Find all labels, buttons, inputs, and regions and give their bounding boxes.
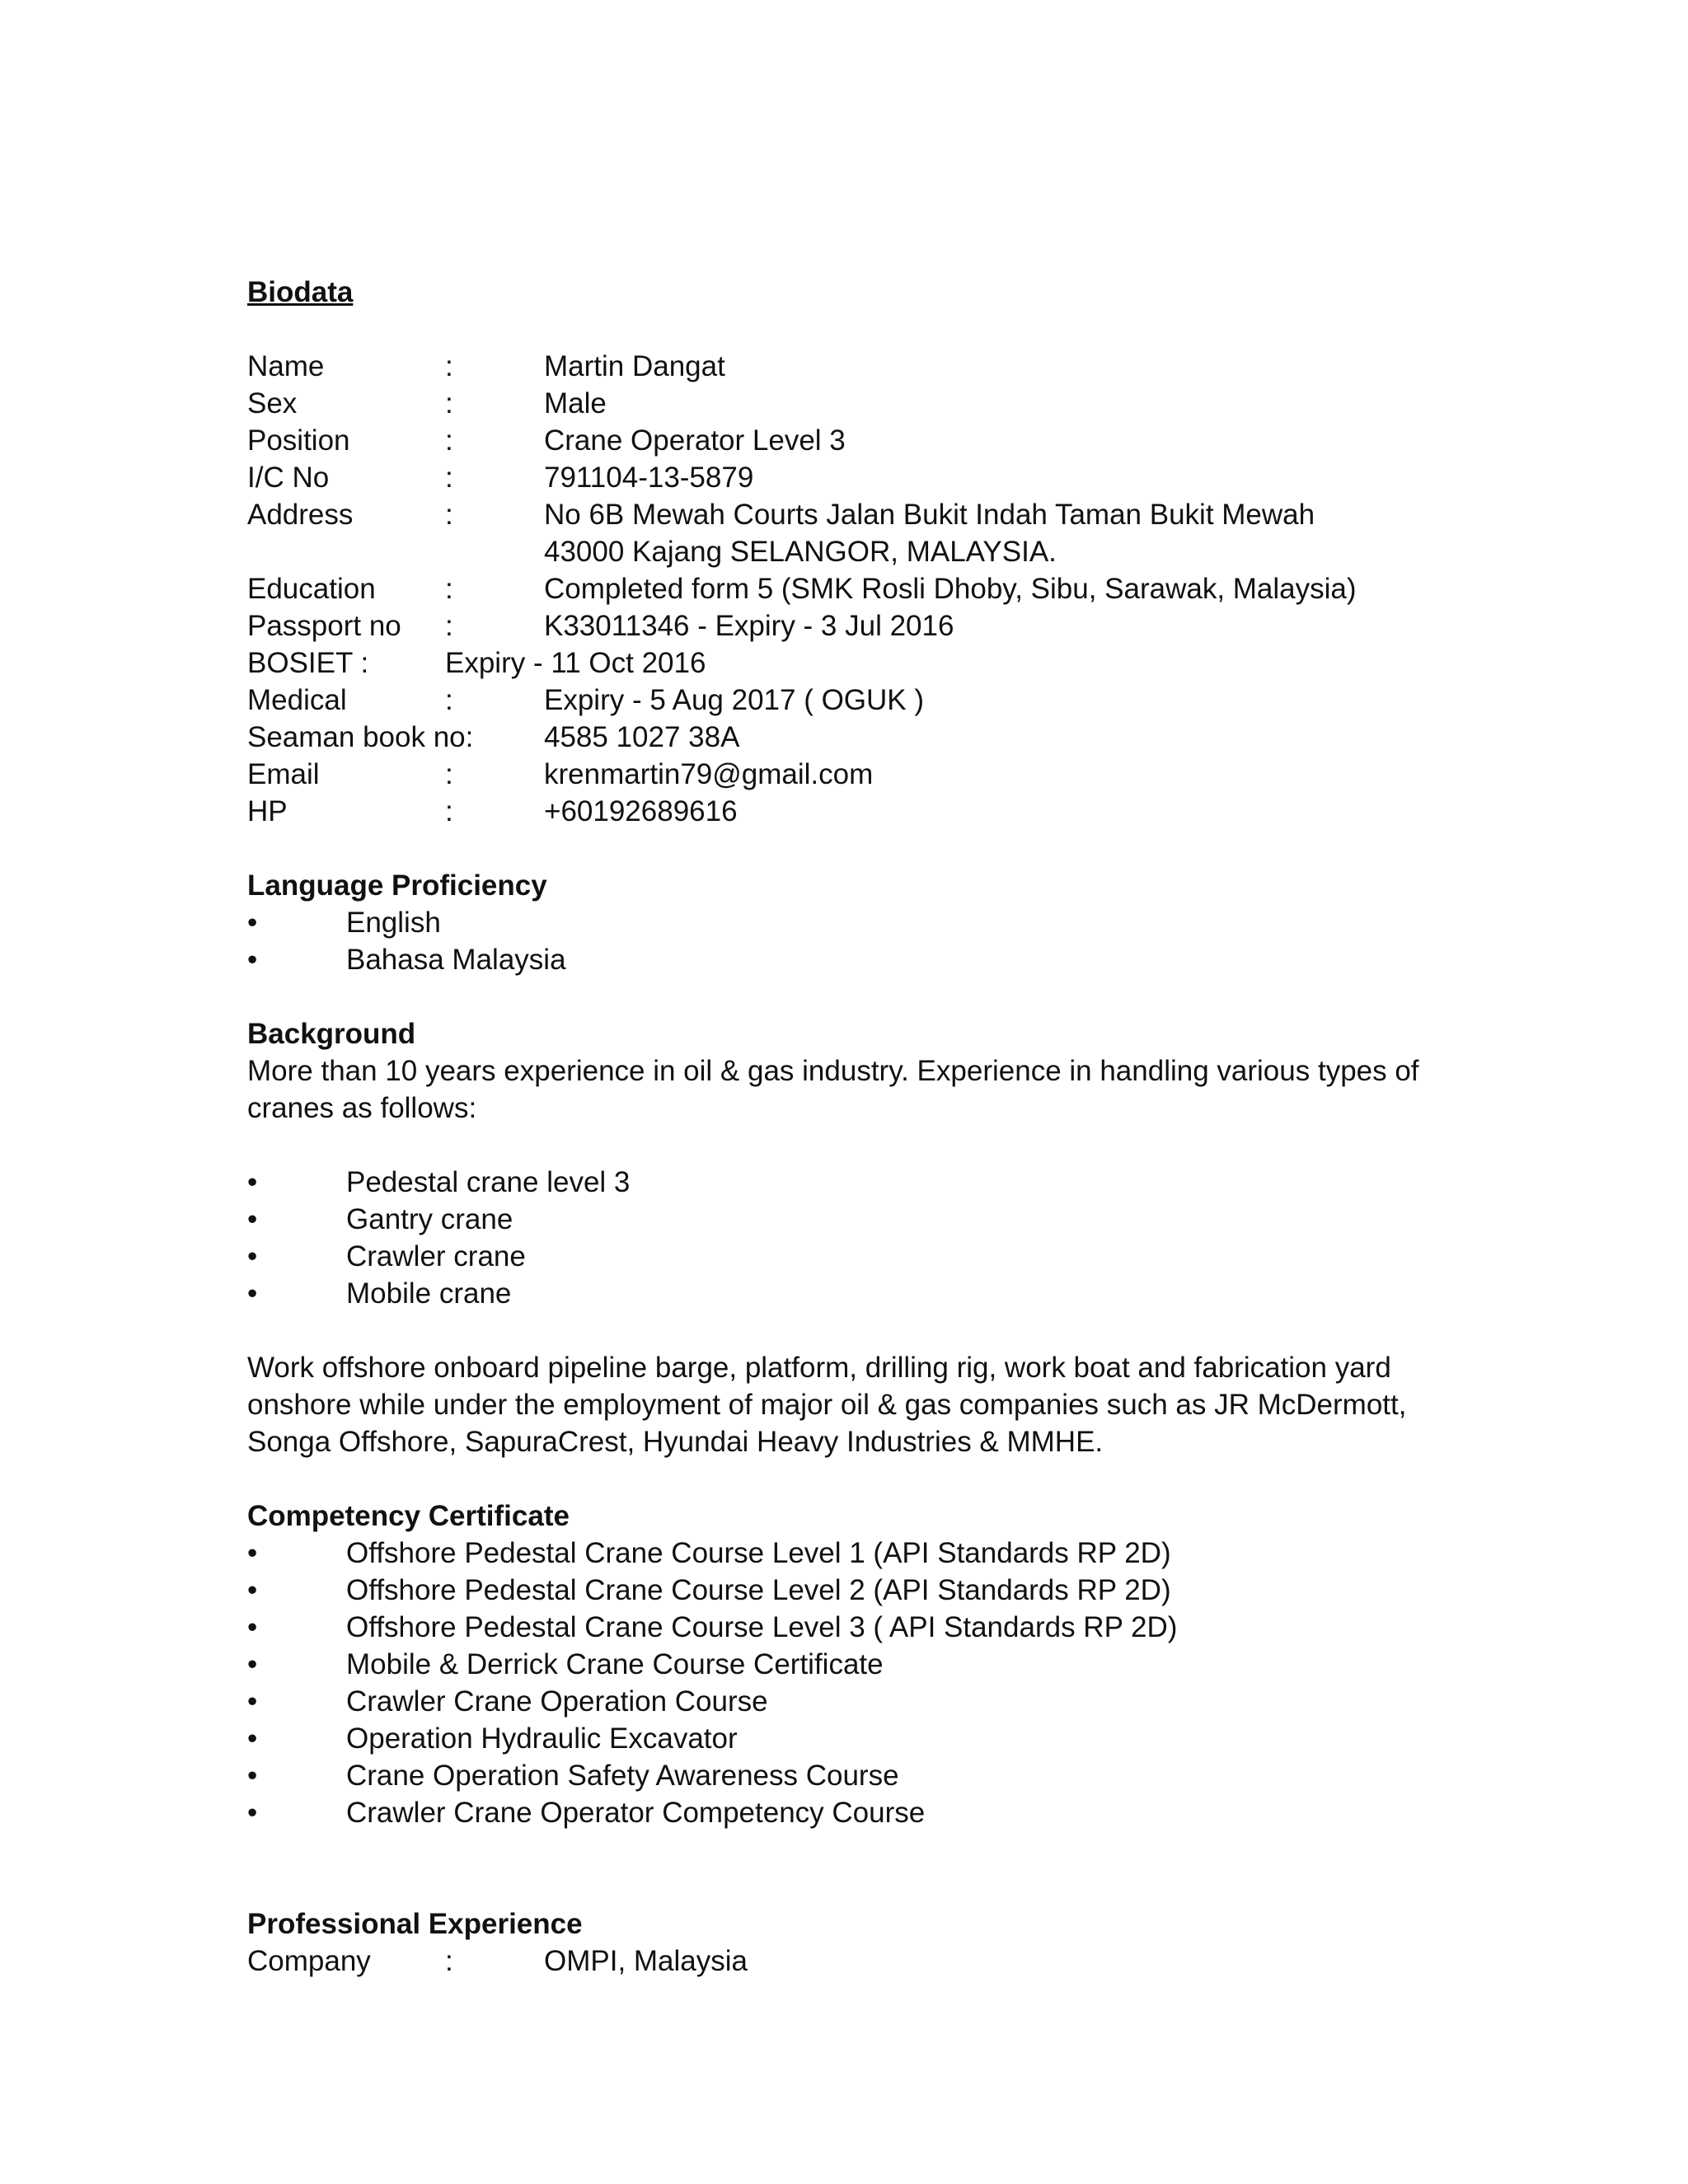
language-list: [247, 904, 1451, 978]
field-separator: :: [445, 499, 453, 531]
biodata-row-hp: [247, 793, 1451, 830]
field-label: HP: [247, 795, 288, 827]
biodata-heading: Biodata: [247, 276, 354, 308]
field-value: 791104-13-5879: [544, 462, 754, 494]
field-label: Sex: [247, 387, 298, 419]
biodata-row-sex: [247, 385, 1451, 422]
list-item-text: Gantry crane: [346, 1203, 513, 1235]
bullet-icon: •: [247, 1648, 258, 1680]
resume-content: [247, 274, 1451, 1980]
bullet-icon: •: [247, 1797, 258, 1829]
background-intro-line: cranes as follows:: [247, 1092, 477, 1124]
biodata-row-address-line2: [247, 533, 1451, 570]
field-separator: :: [445, 610, 453, 642]
list-item-text: Offshore Pedestal Crane Course Level 2 (API Standards RP 2D): [346, 1574, 1171, 1606]
list-item: [247, 1238, 1451, 1275]
bullet-icon: •: [247, 1760, 258, 1792]
field-label: Email: [247, 758, 320, 790]
field-separator: :: [445, 350, 453, 382]
field-label: Seaman book no:: [247, 721, 474, 753]
field-label: Passport no: [247, 610, 401, 642]
field-value: Male: [544, 387, 607, 419]
field-label: Company: [247, 1945, 371, 1977]
field-label: Name: [247, 350, 325, 382]
list-item: [247, 1535, 1451, 1572]
field-value: 43000 Kajang SELANGOR, MALAYSIA.: [544, 536, 1057, 568]
list-item-text: Offshore Pedestal Crane Course Level 3 ( API Standards RP 2D): [346, 1611, 1178, 1643]
field-separator: :: [445, 795, 453, 827]
crane-types-list: [247, 1164, 1451, 1312]
field-value: OMPI, Malaysia: [544, 1945, 748, 1977]
list-item: [247, 1720, 1451, 1757]
list-item-text: Crawler Crane Operator Competency Course: [346, 1797, 926, 1829]
work-paragraph-line: Songa Offshore, SapuraCrest, Hyundai Heavy Industries & MMHE.: [247, 1426, 1104, 1458]
biodata-row-position: [247, 422, 1451, 459]
list-item: [247, 1646, 1451, 1683]
list-item-text: Crawler Crane Operation Course: [346, 1685, 768, 1718]
list-item: [247, 1683, 1451, 1720]
bullet-icon: •: [247, 907, 258, 939]
list-item-text: Pedestal crane level 3: [346, 1166, 631, 1198]
biodata-row-bosiet: [247, 644, 1451, 682]
work-paragraph-line: Work offshore onboard pipeline barge, platform, drilling rig, work boat and fabrication yard: [247, 1352, 1391, 1384]
bullet-icon: •: [247, 1611, 258, 1643]
field-label: BOSIET :: [247, 647, 369, 679]
list-item-text: Crane Operation Safety Awareness Course: [346, 1760, 899, 1792]
list-item: [247, 1164, 1451, 1201]
biodata-row-ic-no: [247, 459, 1451, 496]
field-value: Martin Dangat: [544, 350, 725, 382]
field-value: Crane Operator Level 3: [544, 424, 846, 457]
language-heading: Language Proficiency: [247, 869, 547, 902]
list-item: [247, 1609, 1451, 1646]
field-value: Completed form 5 (SMK Rosli Dhoby, Sibu, Sarawak, Malaysia): [544, 573, 1357, 605]
bullet-icon: •: [247, 1203, 258, 1235]
field-value: 4585 1027 38A: [544, 721, 740, 753]
competency-list: [247, 1535, 1451, 1831]
field-separator: :: [445, 573, 453, 605]
field-label: Education: [247, 573, 376, 605]
experience-heading: Professional Experience: [247, 1908, 583, 1940]
list-item-text: Mobile & Derrick Crane Course Certificate: [346, 1648, 884, 1680]
field-value: +60192689616: [544, 795, 738, 827]
biodata-row-education: [247, 570, 1451, 607]
field-value: Expiry - 11 Oct 2016: [445, 647, 706, 679]
list-item-text: Mobile crane: [346, 1277, 512, 1310]
field-separator: :: [445, 758, 453, 790]
competency-heading: Competency Certificate: [247, 1500, 570, 1532]
work-paragraph-line: onshore while under the employment of major oil & gas companies such as JR McDermott,: [247, 1389, 1407, 1421]
field-value: K33011346 - Expiry - 3 Jul 2016: [544, 610, 954, 642]
field-separator: :: [445, 424, 453, 457]
bullet-icon: •: [247, 1537, 258, 1569]
field-label: Address: [247, 499, 354, 531]
field-separator: :: [445, 387, 453, 419]
list-item-text: Bahasa Malaysia: [346, 944, 566, 976]
bullet-icon: •: [247, 1574, 258, 1606]
list-item-text: Operation Hydraulic Excavator: [346, 1722, 738, 1755]
list-item: [247, 1572, 1451, 1609]
list-item: [247, 1794, 1451, 1831]
bullet-icon: •: [247, 1277, 258, 1310]
biodata-row-email: [247, 756, 1451, 793]
field-label: I/C No: [247, 462, 330, 494]
bullet-icon: •: [247, 1240, 258, 1272]
field-value: No 6B Mewah Courts Jalan Bukit Indah Taman Bukit Mewah: [544, 499, 1315, 531]
field-label: Position: [247, 424, 350, 457]
biodata-row-address: [247, 496, 1451, 533]
field-value: Expiry - 5 Aug 2017 ( OGUK ): [544, 684, 925, 716]
bullet-icon: •: [247, 1722, 258, 1755]
field-value: krenmartin79@gmail.com: [544, 758, 874, 790]
field-separator: :: [445, 462, 453, 494]
list-item: [247, 1757, 1451, 1794]
list-item: [247, 1275, 1451, 1312]
biodata-row-seaman-book: [247, 719, 1451, 756]
field-separator: :: [445, 684, 453, 716]
field-label: Medical: [247, 684, 347, 716]
biodata-row-passport: [247, 607, 1451, 644]
list-item-text: English: [346, 907, 441, 939]
biodata-row-name: [247, 348, 1451, 385]
background-heading: Background: [247, 1018, 416, 1050]
background-intro-line: More than 10 years experience in oil & gas industry. Experience in handling various types of: [247, 1055, 1419, 1087]
experience-row-company: [247, 1943, 1451, 1980]
list-item: [247, 1201, 1451, 1238]
bullet-icon: •: [247, 944, 258, 976]
field-separator: :: [445, 1945, 453, 1977]
list-item: [247, 904, 1451, 941]
list-item: [247, 941, 1451, 978]
list-item-text: Crawler crane: [346, 1240, 526, 1272]
bullet-icon: •: [247, 1685, 258, 1718]
biodata-row-medical: [247, 682, 1451, 719]
list-item-text: Offshore Pedestal Crane Course Level 1 (API Standards RP 2D): [346, 1537, 1171, 1569]
bullet-icon: •: [247, 1166, 258, 1198]
